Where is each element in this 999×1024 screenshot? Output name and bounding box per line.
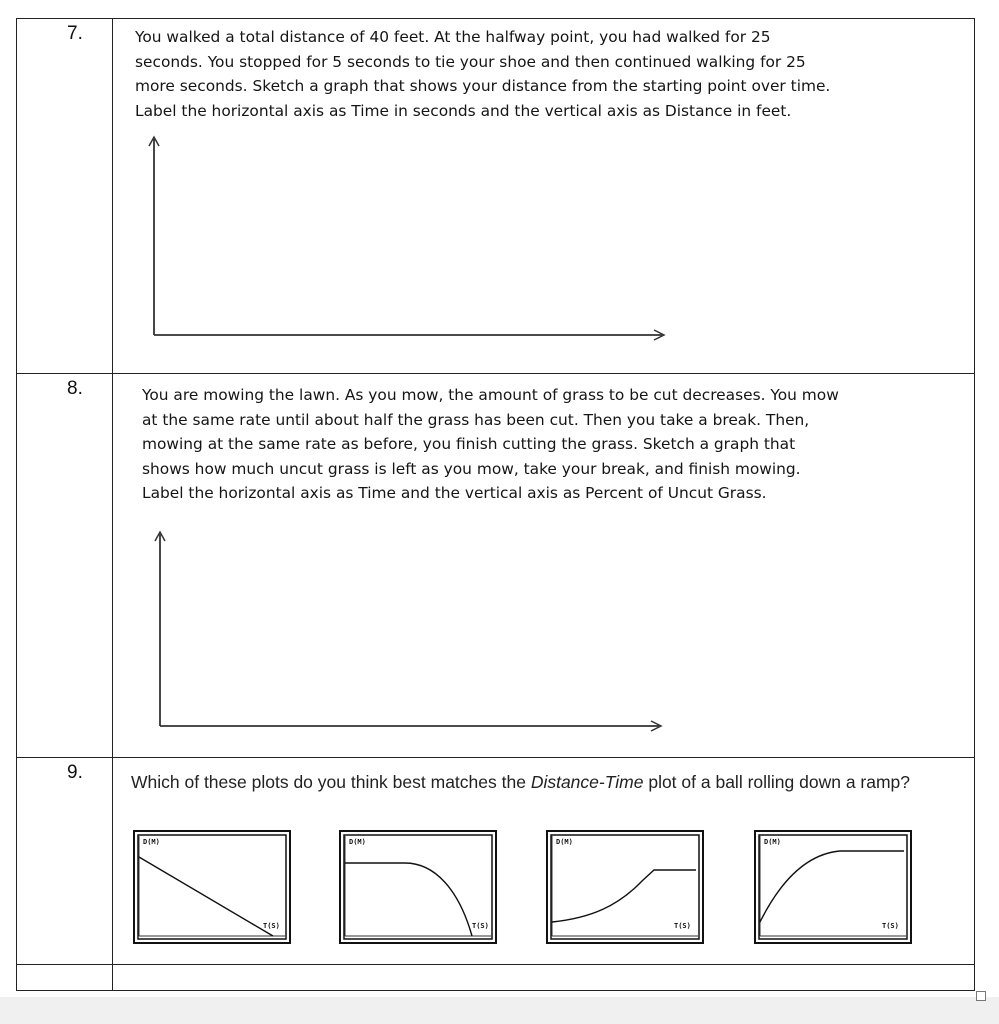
plot-y-label: D(M) bbox=[556, 838, 573, 846]
text-line: Label the horizontal axis as Time and the vertical axis as Percent of Uncut Grass. bbox=[142, 484, 767, 502]
question-cell bbox=[113, 965, 975, 991]
text-line: You walked a total distance of 40 feet. At the halfway point, you had walked for 25 bbox=[135, 28, 771, 46]
blank-graph-axes[interactable] bbox=[146, 133, 676, 343]
question-emphasis: Distance-Time bbox=[530, 772, 644, 792]
question-cell bbox=[113, 19, 975, 374]
number-cell bbox=[17, 374, 113, 758]
plot-y-label: D(M) bbox=[143, 838, 160, 846]
empty-row bbox=[17, 965, 975, 991]
text-line: more seconds. Sketch a graph that shows your distance from the starting point over time. bbox=[135, 77, 831, 95]
question-number: 9. bbox=[67, 762, 83, 783]
question-text-start: Which of these plots do you think best matches the bbox=[131, 772, 531, 792]
question-number: 7. bbox=[67, 23, 83, 44]
resize-handle[interactable] bbox=[976, 991, 986, 1001]
blank-graph-axes[interactable] bbox=[151, 528, 671, 738]
question-number: 8. bbox=[67, 378, 83, 399]
text-line: mowing at the same rate as before, you finish cutting the grass. Sketch a graph that bbox=[142, 435, 796, 453]
plot-y-label: D(M) bbox=[764, 838, 781, 846]
plot-choice-4[interactable] bbox=[754, 830, 912, 944]
question-text bbox=[142, 383, 839, 506]
bottom-strip bbox=[0, 997, 999, 1024]
number-cell bbox=[17, 758, 113, 965]
question-cell bbox=[113, 758, 975, 965]
question-text bbox=[135, 25, 830, 123]
text-line: at the same rate until about half the grass has been cut. Then you take a break. Then, bbox=[142, 410, 810, 429]
plot-y-label: D(M) bbox=[349, 838, 366, 846]
text-line: You are mowing the lawn. As you mow, the amount of grass to be cut decreases. You mow bbox=[142, 386, 839, 404]
question-text-end: plot of a ball rolling down a ramp? bbox=[643, 772, 911, 792]
plot-x-label: T(S) bbox=[472, 922, 489, 930]
question-cell bbox=[113, 374, 975, 758]
text-line: shows how much uncut grass is left as you mow, take your break, and finish mowing. bbox=[142, 459, 801, 478]
plot-choice-2[interactable] bbox=[339, 830, 497, 944]
plot-choice-3[interactable] bbox=[546, 830, 704, 944]
text-line: seconds. You stopped for 5 seconds to tie your shoe and then continued walking for 25 bbox=[135, 52, 806, 71]
text-line: Label the horizontal axis as Time in seconds and the vertical axis as Distance in feet. bbox=[135, 101, 792, 120]
question-row-8 bbox=[17, 374, 975, 758]
question-row-9 bbox=[17, 758, 975, 965]
worksheet-table bbox=[16, 18, 975, 991]
plot-x-label: T(S) bbox=[263, 922, 280, 930]
number-cell bbox=[17, 965, 113, 991]
plot-x-label: T(S) bbox=[674, 922, 691, 930]
question-text bbox=[131, 772, 931, 792]
question-row-7 bbox=[17, 19, 975, 374]
number-cell bbox=[17, 19, 113, 374]
plot-choice-1[interactable] bbox=[133, 830, 291, 944]
plot-x-label: T(S) bbox=[882, 922, 899, 930]
